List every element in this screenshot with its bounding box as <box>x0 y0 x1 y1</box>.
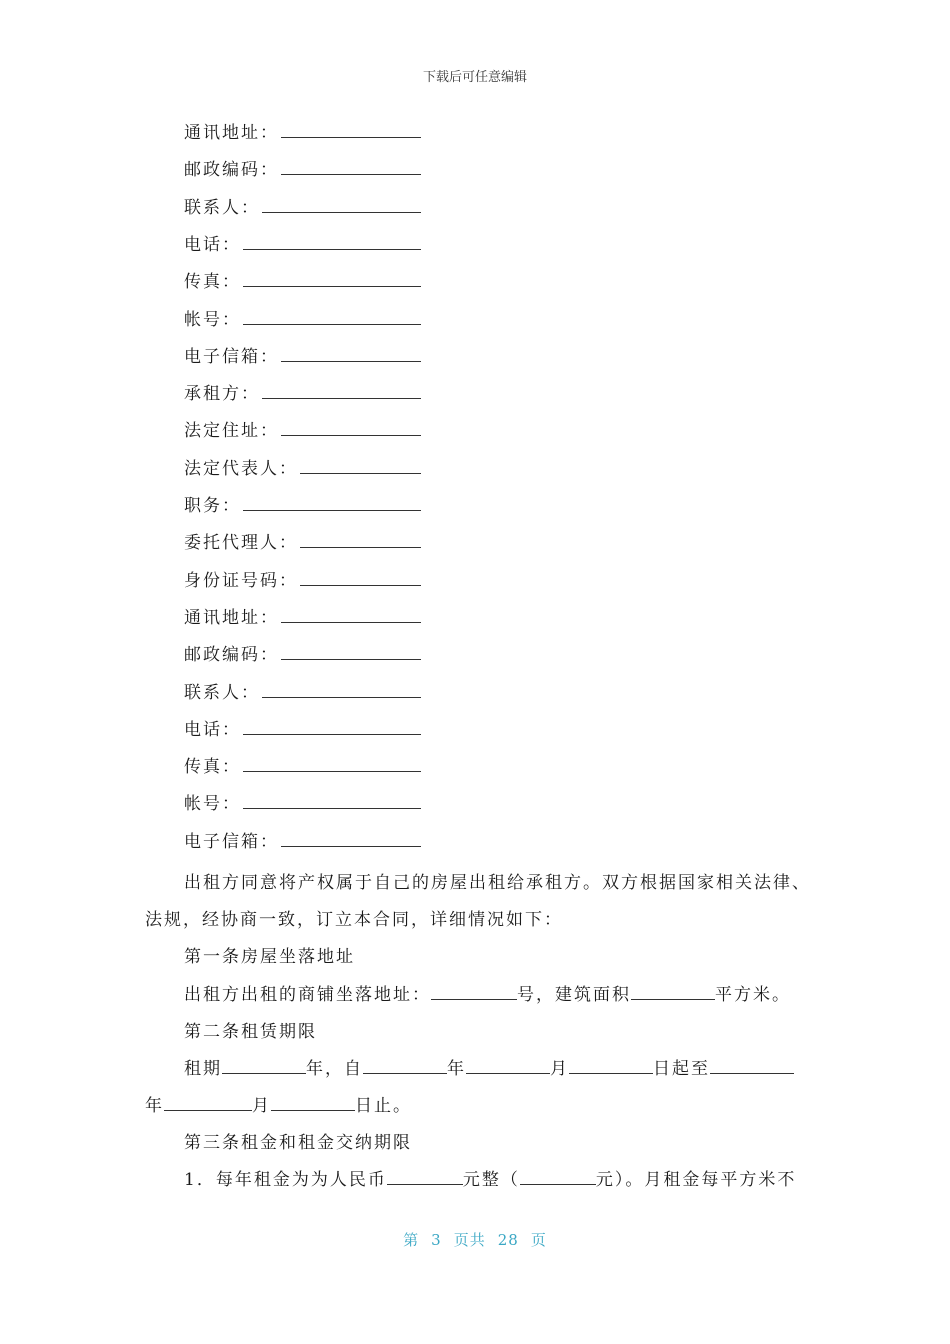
end-year-blank <box>710 1057 794 1074</box>
field-label: 通讯地址： <box>184 123 279 143</box>
field-label: 电子信箱： <box>184 832 279 852</box>
field-blank <box>243 792 421 809</box>
start-year-label: 年 <box>447 1059 466 1079</box>
address-blank <box>431 983 517 1000</box>
article1-unit: 平方米。 <box>715 985 791 1005</box>
rent-number-blank <box>520 1168 596 1185</box>
field-row <box>184 531 421 555</box>
start-year-blank <box>363 1057 447 1074</box>
field-blank <box>281 419 421 436</box>
term-label: 租期 <box>184 1059 222 1079</box>
field-blank <box>262 681 421 698</box>
article1-title: 第一条房屋坐落地址 <box>184 947 355 967</box>
field-blank <box>243 308 421 325</box>
field-label: 传真： <box>184 757 241 777</box>
field-blank <box>243 718 421 735</box>
article1-mid: 号，建筑面积 <box>517 985 631 1005</box>
field-label: 承租方： <box>184 384 260 404</box>
field-row <box>184 121 421 145</box>
article2-line-2 <box>145 1094 412 1118</box>
field-blank <box>281 830 421 847</box>
field-label: 委托代理人： <box>184 533 298 553</box>
term-years-blank <box>222 1057 306 1074</box>
field-blank <box>243 755 421 772</box>
field-blank <box>243 233 421 250</box>
field-blank <box>262 382 421 399</box>
field-blank <box>300 531 421 548</box>
field-blank <box>243 494 421 511</box>
field-row <box>184 196 421 220</box>
field-blank <box>281 158 421 175</box>
field-label: 法定代表人： <box>184 459 298 479</box>
footer-mid: 页共 <box>453 1231 486 1249</box>
field-row <box>184 569 421 593</box>
intro-line-2: 法规，经协商一致，订立本合同，详细情况如下： <box>145 910 563 930</box>
field-label: 职务： <box>184 496 241 516</box>
field-blank <box>300 569 421 586</box>
field-row <box>184 419 421 443</box>
field-label: 帐号： <box>184 794 241 814</box>
field-label: 邮政编码： <box>184 645 279 665</box>
field-label: 帐号： <box>184 310 241 330</box>
article2-title: 第二条租赁期限 <box>184 1022 317 1042</box>
field-row <box>184 643 421 667</box>
rent-amount-blank <box>387 1168 463 1185</box>
article1-text <box>184 983 791 1007</box>
field-label: 电话： <box>184 235 241 255</box>
footer-suffix: 页 <box>530 1231 547 1249</box>
article3-title: 第三条租金和租金交纳期限 <box>184 1133 412 1153</box>
field-label: 联系人： <box>184 198 260 218</box>
field-blank <box>281 345 421 362</box>
field-row <box>184 830 421 854</box>
field-label: 联系人： <box>184 683 260 703</box>
end-day-blank <box>271 1094 355 1111</box>
field-row <box>184 233 421 257</box>
page-number: 3 <box>431 1231 442 1249</box>
rent-label: 1．每年租金为为人民币 <box>184 1170 387 1190</box>
field-row <box>184 755 421 779</box>
term-from-label: 年，自 <box>306 1059 363 1079</box>
intro-line-1: 出租方同意将产权属于自己的房屋出租给承租方。双方根据国家相关法律、 <box>184 873 811 893</box>
field-blank <box>243 270 421 287</box>
field-row <box>184 681 421 705</box>
article1-label: 出租方出租的商铺坐落地址： <box>184 985 431 1005</box>
field-label: 邮政编码： <box>184 160 279 180</box>
field-row <box>184 792 421 816</box>
field-blank <box>262 196 421 213</box>
field-label: 传真： <box>184 272 241 292</box>
field-blank <box>281 121 421 138</box>
field-row <box>184 382 421 406</box>
field-label: 通讯地址： <box>184 608 279 628</box>
field-label: 身份证号码： <box>184 571 298 591</box>
rent-unit: 元整（ <box>462 1170 520 1190</box>
field-row <box>184 270 421 294</box>
end-day-label: 日止。 <box>355 1096 412 1116</box>
field-row <box>184 457 421 481</box>
start-day-label: 日起至 <box>653 1059 710 1079</box>
end-month-label: 月 <box>252 1096 271 1116</box>
field-row <box>184 308 421 332</box>
end-year-label: 年 <box>145 1096 164 1116</box>
field-row <box>184 158 421 182</box>
field-row <box>184 494 421 518</box>
article2-line-1 <box>184 1057 794 1081</box>
page-footer <box>0 1229 950 1250</box>
field-blank <box>300 457 421 474</box>
start-month-label: 月 <box>550 1059 569 1079</box>
end-month-blank <box>164 1094 252 1111</box>
footer-prefix: 第 <box>403 1231 420 1249</box>
field-label: 电子信箱： <box>184 347 279 367</box>
field-label: 法定住址： <box>184 421 279 441</box>
start-month-blank <box>466 1057 550 1074</box>
field-blank <box>281 643 421 660</box>
total-pages: 28 <box>497 1231 519 1249</box>
page-header: 下载后可任意编辑 <box>422 70 527 85</box>
article3-line-1 <box>184 1168 796 1192</box>
field-row <box>184 606 421 630</box>
rent-tail: 元）。月租金每平方米不 <box>595 1170 797 1190</box>
area-blank <box>631 983 715 1000</box>
field-row <box>184 345 421 369</box>
field-row <box>184 718 421 742</box>
field-label: 电话： <box>184 720 241 740</box>
start-day-blank <box>569 1057 653 1074</box>
field-blank <box>281 606 421 623</box>
